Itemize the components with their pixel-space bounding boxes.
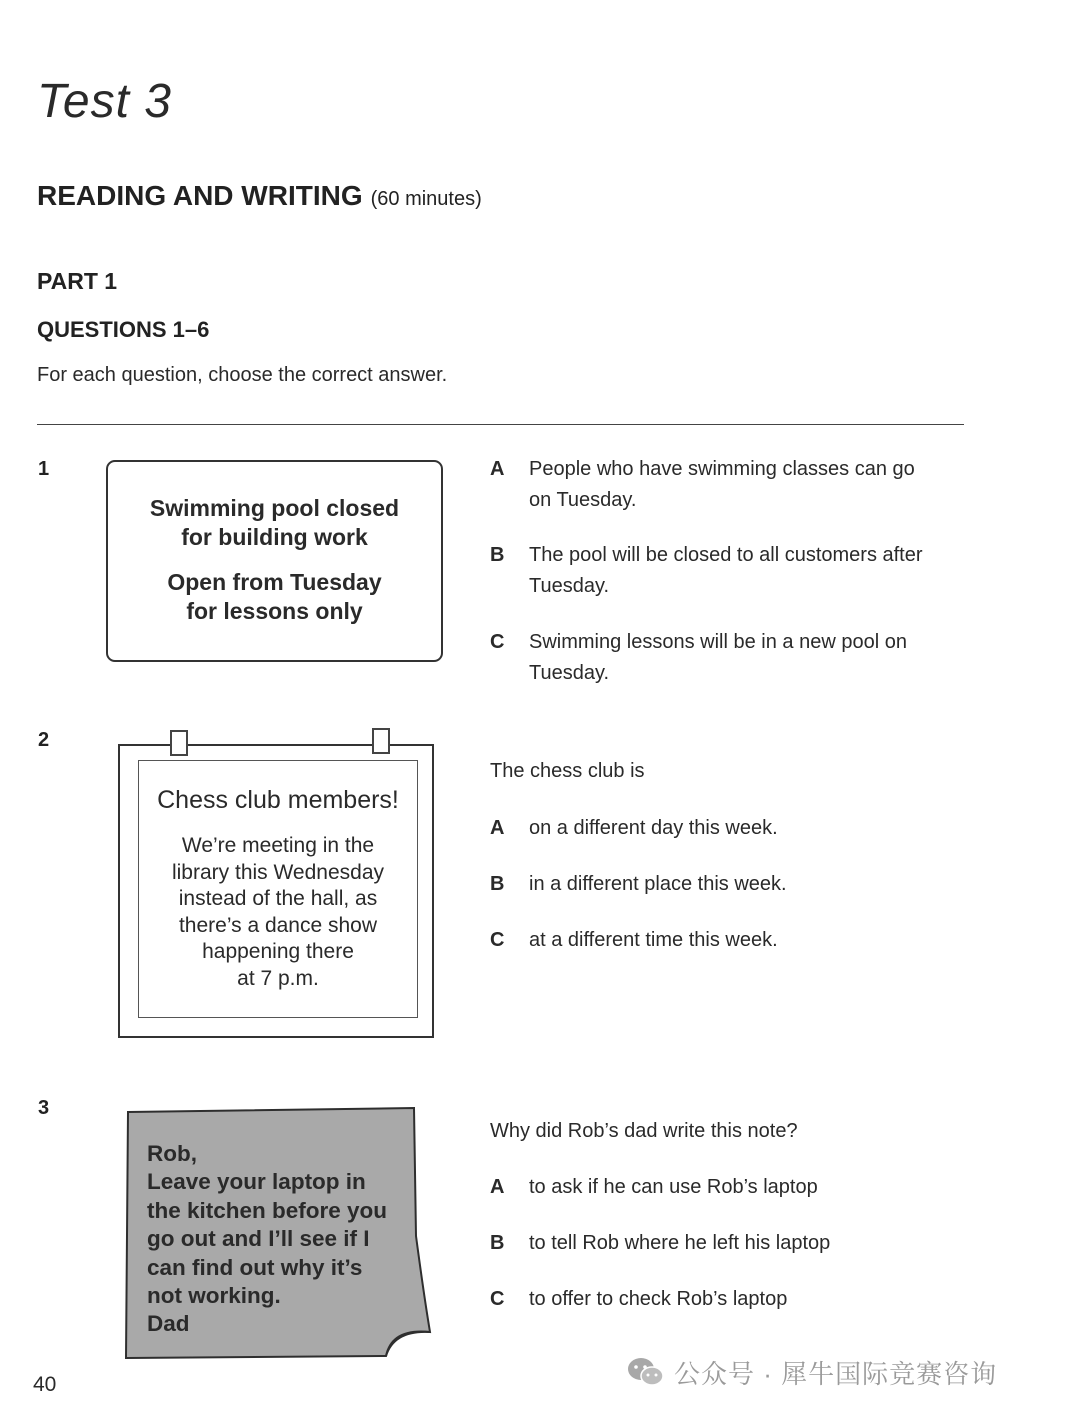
section-duration: (60 minutes) xyxy=(370,188,482,210)
option-letter: C xyxy=(490,631,505,653)
section-title xyxy=(37,180,482,212)
note-line: Dad xyxy=(147,1311,190,1337)
q2-option-c[interactable] xyxy=(490,925,930,956)
option-text: to ask if he can use Rob’s laptop xyxy=(529,1176,818,1198)
part-title: PART 1 xyxy=(37,268,118,294)
notice-line: happening there xyxy=(202,940,354,963)
note-line: can find out why it’s xyxy=(147,1254,363,1280)
note-line: Leave your laptop in xyxy=(147,1169,366,1195)
option-letter: A xyxy=(490,817,505,839)
test-title: Test 3 xyxy=(37,75,172,128)
notice-line: for lessons only xyxy=(186,598,363,624)
option-letter: A xyxy=(490,1176,505,1198)
question-number-3: 3 xyxy=(38,1097,50,1119)
notice-line: at 7 p.m. xyxy=(237,966,319,990)
option-letter: C xyxy=(490,1288,505,1310)
tape-icon xyxy=(170,730,188,756)
notice-line: Swimming pool closed xyxy=(149,495,400,521)
question-number-1: 1 xyxy=(38,458,50,480)
q1-option-b[interactable] xyxy=(490,540,930,602)
instruction: For each question, choose the correct answer. xyxy=(37,364,448,386)
q2-option-a[interactable] xyxy=(490,813,930,844)
option-letter: C xyxy=(490,929,505,951)
notice-line: there’s a dance show xyxy=(178,913,378,937)
q2-stem: The chess club is xyxy=(490,760,645,782)
q3-option-c[interactable] xyxy=(490,1284,930,1315)
q1-option-c[interactable] xyxy=(490,627,930,689)
page-number: 40 xyxy=(33,1373,57,1396)
tape-icon xyxy=(372,728,390,754)
notice-line: library this Wednesday xyxy=(171,860,385,884)
option-text: in a different place this week. xyxy=(529,873,787,895)
notice-line: Open from Tuesday xyxy=(167,569,382,595)
q2-option-b[interactable] xyxy=(490,869,930,900)
section-title-text: READING AND WRITING xyxy=(37,180,363,211)
option-text: to offer to check Rob’s laptop xyxy=(529,1288,788,1310)
swimming-pool-notice xyxy=(106,460,443,662)
notice-body xyxy=(140,833,416,992)
note-line: Rob, xyxy=(147,1141,197,1166)
notice-line: instead of the hall, as xyxy=(178,887,378,910)
option-text: to tell Rob where he left his laptop xyxy=(529,1232,831,1254)
wechat-icon xyxy=(626,1356,666,1388)
note-text xyxy=(147,1140,417,1339)
note-line: the kitchen before you xyxy=(147,1197,388,1223)
watermark-text: 公众号 · 犀牛国际竞赛咨询 xyxy=(674,1358,998,1389)
notice-line: We’re meeting in the xyxy=(181,834,375,857)
divider xyxy=(37,424,964,425)
option-text: on a different day this week. xyxy=(529,817,778,839)
q3-option-a[interactable] xyxy=(490,1172,930,1203)
option-letter: A xyxy=(490,458,505,480)
option-text: at a different time this week. xyxy=(529,929,778,951)
option-letter: B xyxy=(490,544,505,566)
note-line: not working. xyxy=(147,1283,281,1309)
option-text: People who have swimming classes can go on Tuesday. xyxy=(529,458,915,511)
option-text: The pool will be closed to all customers after Tuesday. xyxy=(529,544,923,597)
notice-heading: Chess club members! xyxy=(157,786,399,814)
option-letter: B xyxy=(490,873,505,895)
q3-stem: Why did Rob’s dad write this note? xyxy=(490,1120,798,1142)
option-text: Swimming lessons will be in a new pool on Tuesday. xyxy=(529,631,907,684)
question-number-2: 2 xyxy=(38,729,50,751)
notice-line: for building work xyxy=(181,524,368,550)
note-line: go out and I’ll see if I xyxy=(147,1226,370,1252)
questions-range: QUESTIONS 1–6 xyxy=(37,317,210,342)
watermark xyxy=(626,1352,997,1392)
option-letter: B xyxy=(490,1232,505,1254)
q1-option-a[interactable] xyxy=(490,454,930,516)
q3-option-b[interactable] xyxy=(490,1228,930,1259)
